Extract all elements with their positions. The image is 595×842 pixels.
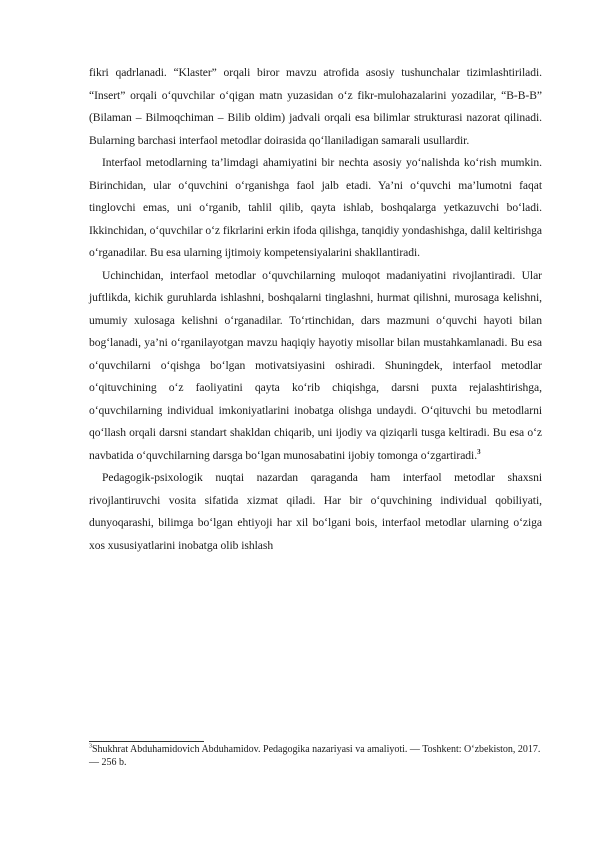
paragraph-3-text: Uchinchidan, interfaol metodlar o‘quvchilarning muloqot madaniyatini rivojlantiradi. Ular juftlikda, kichik guruhlarda ishlashni, boshqalarni tinglashni, hurmat qilishni, murosaga kelishni, umumiy xulosaga kelishni o‘rganadilar. To‘rtinchidan, dars mazmuni o‘quvchi hayoti bilan bog‘lanadi, ya’ni o‘rganilayotgan mavzu haqiqiy hayotiy misollar bilan mustahkamlanadi. Bu esa o‘quvchilarni o‘qishga bo‘lgan motivatsiyasini oshiradi. Shuningdek, interfaol metodlar o‘qituvchining o‘z faoliyatini qayta ko‘rib chiqishga, darsni puxta rejalashtirishga, o‘quvchilarning individual imkoniyatlarini inobatga olishga undaydi. O‘qituvchi bu metodlarni qo‘llash orqali darsni standart shakldan chiqarib, uni ijodiy va qiziqarli tusga keltiradi. Bu esa o‘z navbatida o‘quvchilarning darsga bo‘lgan munosabatini ijobiy tomonga o‘zgartiradi. (89, 268, 542, 462)
footnote-text: Shukhrat Abduhamidovich Abduhamidov. Pedagogika nazariyasi va amaliyoti. — Toshkent: O‘zbekiston, 2017. — 256 b. (89, 744, 541, 768)
footnote-reference[interactable]: 3 (477, 447, 481, 456)
footnote-separator (89, 741, 204, 742)
paragraph-2: Interfaol metodlarning ta’limdagi ahamiyatini bir nechta asosiy yo‘nalishda ko‘rish mumkin. Birinchidan, ular o‘quvchini o‘rganishga faol jalb etadi. Ya’ni o‘quvchi ma’lumotni faqat tinglovchi emas, uni o‘rganib, tahlil qilib, qayta ishlab, boshqalarga yetkazuvchi bo‘ladi. Ikkinchidan, o‘quvchilar o‘z fikrlarini erkin ifoda qilishga, tanqidiy yondashishga, dalil keltirishga o‘rganadilar. Bu esa ularning ijtimoiy kompetensiyalarini shakllantiradi. (89, 156, 542, 259)
footnote (89, 743, 542, 769)
paragraph-1: fikri qadrlanadi. “Klaster” orqali biror mavzu atrofida asosiy tushunchalar tizimlashtiriladi. “Insert” orqali o‘quvchilar o‘qigan matn yuzasidan o‘z fikr-mulohazalarini yozadilar, “B-B-B” (Bilaman – Bilmoqchiman – Bilib oldim) jadvali orqali esa bilimlar strukturasi nazorat qilinadi. Bularning barchasi interfaol metodlar doirasida qo‘llaniladigan samarali usullardir. (89, 66, 542, 147)
document-body (89, 62, 542, 557)
paragraph-4: Pedagogik-psixologik nuqtai nazardan qaraganda ham interfaol metodlar shaxsni rivojlantiruvchi vosita sifatida xizmat qiladi. Har bir o‘quvchining individual qobiliyati, dunyoqarashi, bilimga bo‘lgan ehtiyoji har xil bo‘lgani bois, interfaol metodlar ularning o‘ziga xos xususiyatlarini inobatga olib ishlash (89, 471, 542, 552)
footnote-number: 3 (89, 743, 92, 750)
paragraph-3 (89, 265, 542, 468)
